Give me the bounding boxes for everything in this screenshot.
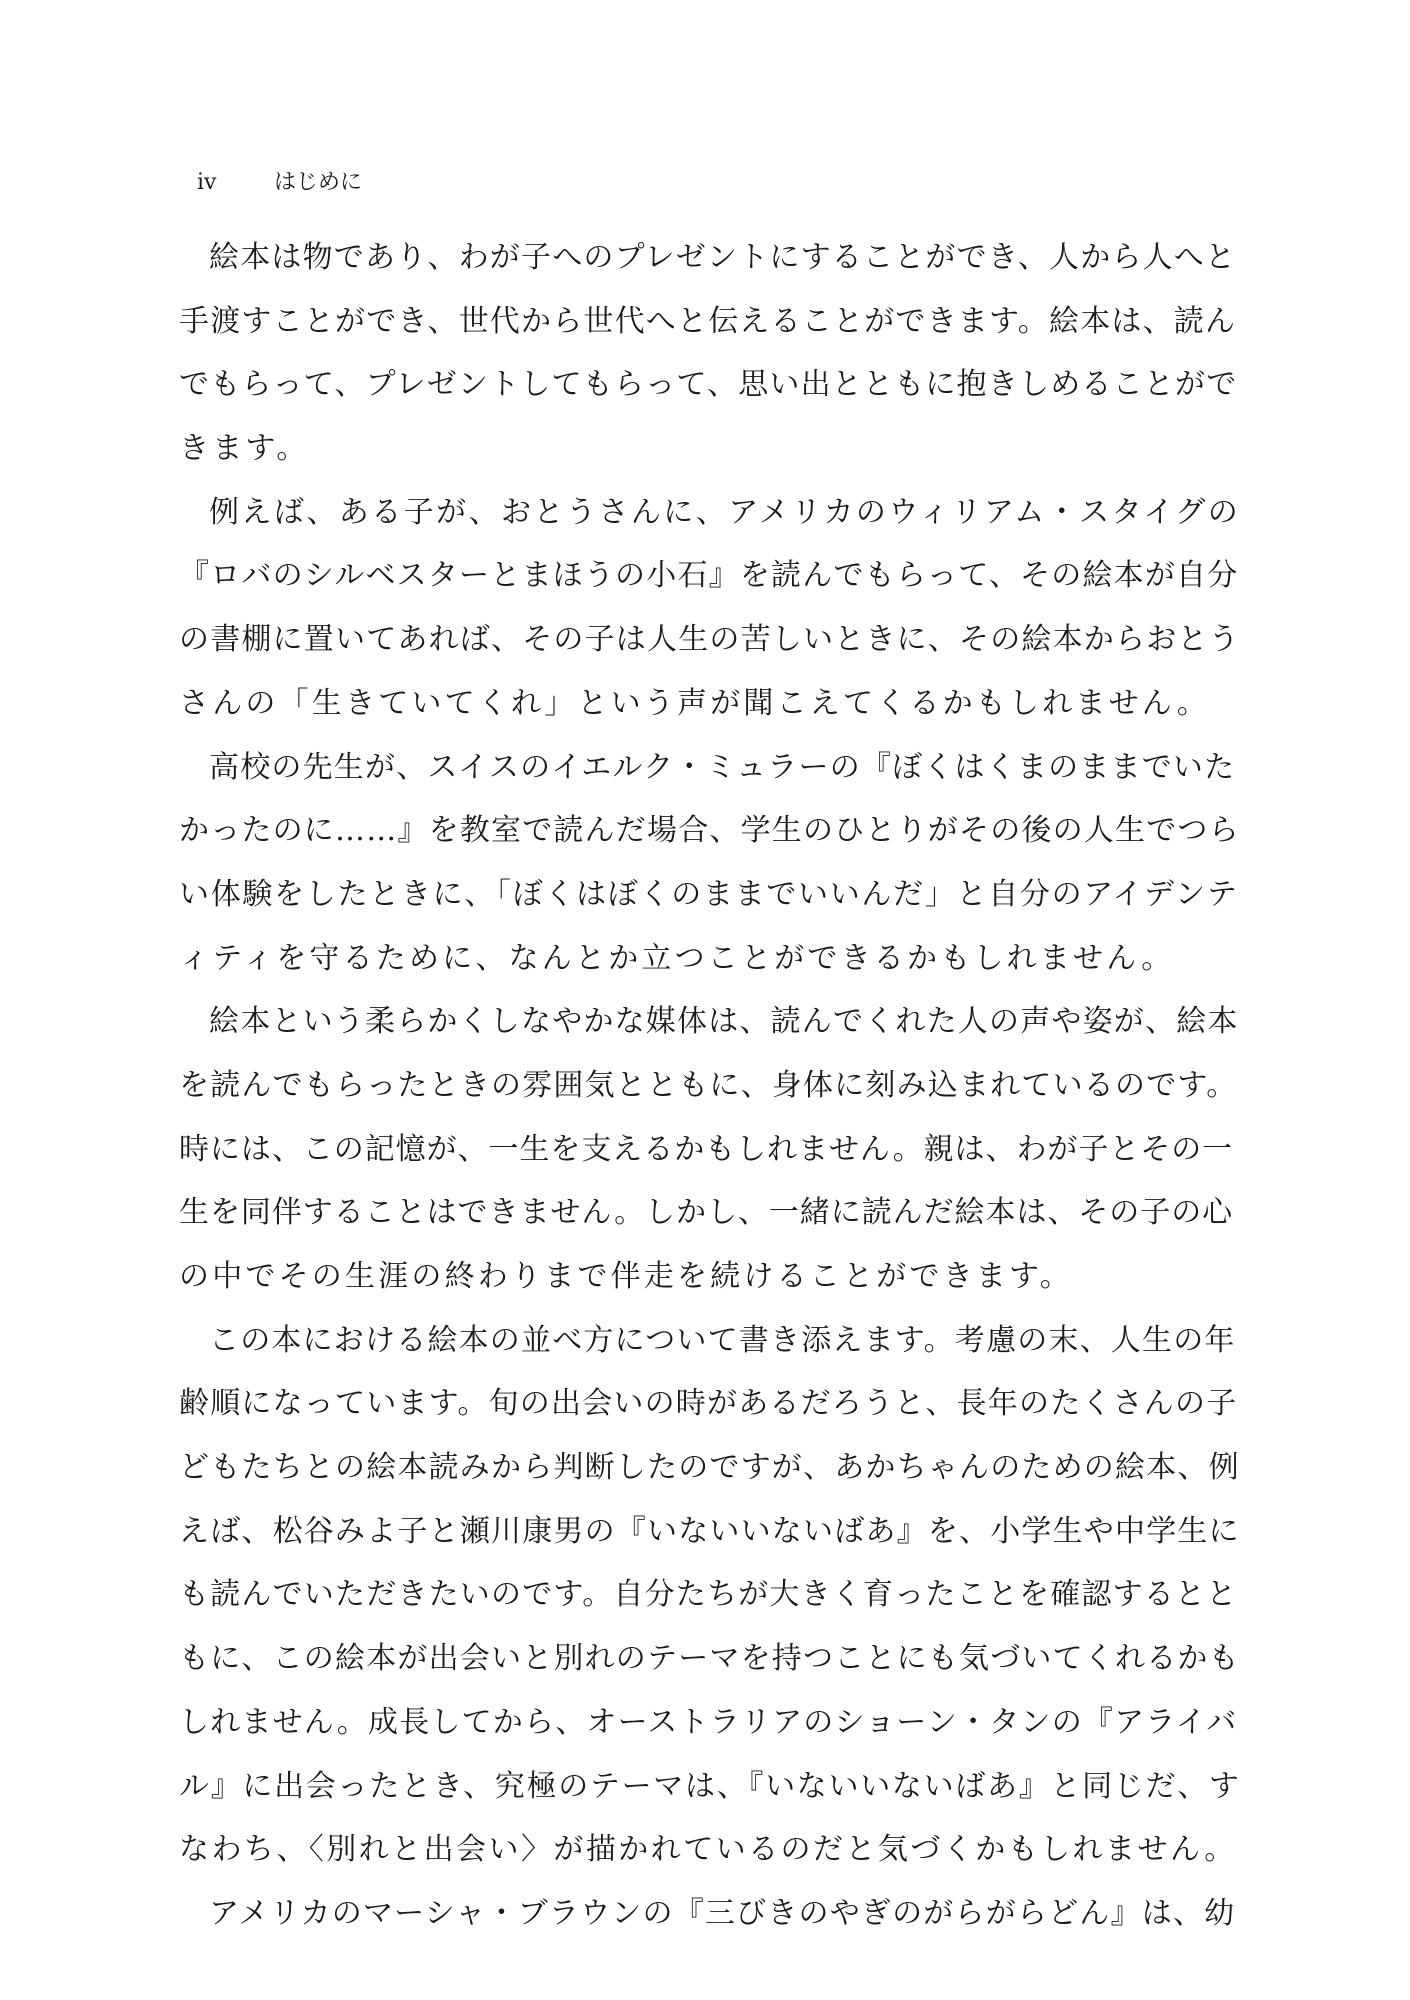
text-line: 例えば、ある子が、おとうさんに、アメリカのウィリアム・スタイグの — [209, 494, 1241, 530]
text-line: 齢順になっています。旬の出会いの時があるだろうと、長年のたくさんの子 — [179, 1386, 1238, 1422]
text-line: 時には、この記憶が、一生を支えるかもしれません。親は、わが子とその一 — [179, 1131, 1234, 1167]
text-line: 生を同伴することはできません。しかし、一緒に読んだ絵本は、その子の心 — [179, 1195, 1234, 1231]
text-line: 絵本は物であり、わが子へのプレゼントにすることができ、人から人へと — [209, 240, 1237, 275]
text-line: ィティを守るために、なんとか立つことができるかもしれません。 — [179, 940, 1175, 976]
text-line: でもらって、プレゼントしてもらって、思い出とともに抱きしめることがで — [179, 367, 1238, 403]
text-line: 高校の先生が、スイスのイエルク・ミュラーの『ぼくはくまのままでいた — [209, 749, 1236, 785]
text-line: ル』に出会ったとき、究極のテーマは、『いないいないばあ』と同じだ、す — [179, 1768, 1241, 1804]
text-line: も読んでいただきたいのです。自分たちが大きく育ったことを確認するとと — [179, 1577, 1238, 1613]
text-line: い体験をしたときに、「ぼくはぼくのままでいいんだ」と自分のアイデンテ — [179, 876, 1239, 912]
text-line: かったのに……』を教室で読んだ場合、学生のひとりがその後の人生でつら — [179, 813, 1240, 849]
body-text — [179, 226, 1239, 1946]
running-head — [197, 166, 362, 200]
text-line: の書棚に置いてあれば、その子は人生の苦しいときに、その絵本からおとう — [179, 622, 1240, 658]
text-line: さんの「生きていてくれ」という声が聞こえてくるかもしれません。 — [179, 685, 1210, 721]
text-line: もに、この絵本が出会いと別れのテーマを持つことにも気づいてくれるかも — [179, 1641, 1240, 1677]
page-number: iv — [197, 170, 217, 195]
section-title: はじめに — [274, 170, 363, 195]
text-line: 『ロバのシルベスターとまほうの小石』を読んでもらって、その絵本が自分 — [179, 558, 1239, 594]
text-line: 手渡すことができ、世代から世代へと伝えることができます。絵本は、読ん — [179, 303, 1237, 339]
text-line: を読んでもらったときの雰囲気とともに、身体に刻み込まれているのです。 — [179, 1067, 1238, 1103]
text-line: 絵本という柔らかくしなやかな媒体は、読んでくれた人の声や姿が、絵本 — [209, 1004, 1239, 1040]
text-line: の中でその生涯の終わりまで伴走を続けることができます。 — [179, 1259, 1073, 1294]
text-line: どもたちとの絵本読みから判断したのですが、あかちゃんのための絵本、例 — [179, 1450, 1240, 1486]
text-line: えば、松谷みよ子と瀬川康男の『いないいないばあ』を、小学生や中学生に — [179, 1513, 1240, 1549]
text-line: きます。 — [179, 431, 310, 467]
text-line: しれません。成長してから、オーストラリアのショーン・タンの『アライバ — [179, 1704, 1238, 1740]
text-line: アメリカのマーシャ・ブラウンの『三びきのやぎのがらがらどん』は、幼 — [209, 1895, 1236, 1931]
text-line: この本における絵本の並べ方について書き添えます。考慮の末、人生の年 — [209, 1322, 1236, 1358]
text-line: なわち、〈別れと出会い〉が描かれているのだと気づくかもしれません。 — [179, 1832, 1237, 1868]
